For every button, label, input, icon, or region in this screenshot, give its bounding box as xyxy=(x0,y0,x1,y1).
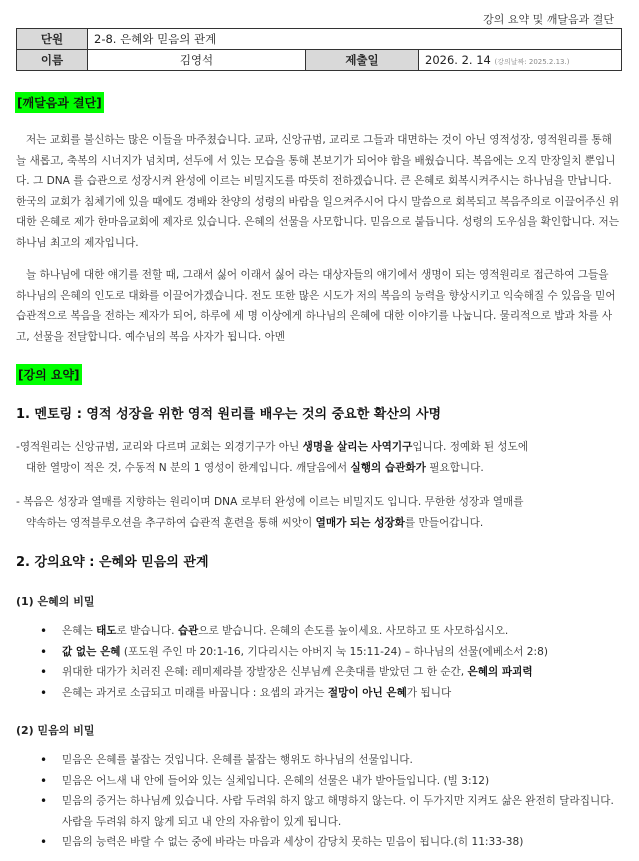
list-item xyxy=(40,642,622,663)
bullet-icon: • xyxy=(40,644,48,659)
subheading-grace: (1) 은혜의 비밀 xyxy=(16,595,95,608)
text-segment: 가 됩니다 xyxy=(406,686,452,699)
text-segment: -영적원리는 신앙규범, 교리와 다르며 교회는 외경기구가 아닌 xyxy=(16,441,303,453)
text-segment: 으로 받습니다. 은혜의 손도를 높이세요. 사모하고 또 사모하십시오. xyxy=(198,625,509,637)
text-segment: 약속하는 영적블루오션을 추구하여 습관적 훈련을 통해 씨앗이 xyxy=(26,516,316,529)
bullet-icon: • xyxy=(40,835,48,849)
emphasis: 태도 xyxy=(96,625,117,637)
text-segment: 로 받습니다. xyxy=(116,625,178,637)
text-segment: 믿음은 은혜를 붙잡는 것입니다. 은혜를 붙잡는 행위도 하나님의 선물입니다. xyxy=(62,754,413,766)
list-item xyxy=(40,771,622,792)
unit-value: 2-8. 은혜와 믿음의 관계 xyxy=(88,29,622,50)
date-label: 제출일 xyxy=(306,50,419,71)
text-segment: 를 만들어갑니다. xyxy=(404,516,484,529)
reflection-paragraph-2: 늘 하나님에 대한 얘기를 전할 때, 그래서 싫어 이래서 싫어 라는 대상자들의 얘기에서 생명이 되는 영적원리로 접근하여 그들을 하나님의 은혜의 인도로 대화를 이끌어가겠습니다. 전도 또한 많은 시도가 저의 복음의 능력을 향상시키고 익숙해질 수 있음을 믿어 습관적으로 복음을 전하는 제자가 되어, 하루에 세 명 이상에게 하나님의 은혜에 대한 이야기를 나눕니다. 물리적으로 밥과 차를 사고, 선물을 전달합니다. 예수님의 복음 사자가 됩니다. 아멘 xyxy=(16,269,616,343)
text-segment: (포도원 주인 마 20:1-16, 기다리시는 아버지 눅 15:11-24) – 하나님의 선물(에베소서 2:8) xyxy=(120,645,548,658)
unit-label: 단원 xyxy=(17,29,88,50)
text-segment: - 복음은 성장과 열매를 지향하는 원리이며 DNA 로부터 완성에 이르는 비밀지도 입니다. 무한한 성장과 열매를 xyxy=(16,496,524,508)
list-item xyxy=(40,621,622,642)
info-table xyxy=(16,28,622,71)
text-segment: 은혜는 과거로 소급되고 미래를 바꿉니다 : 요셉의 과거는 xyxy=(62,686,328,699)
emphasis: 열매가 되는 성장화 xyxy=(315,516,405,529)
list-item xyxy=(40,662,622,683)
bullet-icon: • xyxy=(40,794,48,808)
text-segment: 믿음의 능력은 바랄 수 없는 중에 바라는 마음과 세상이 감당치 못하는 믿음이 됩니다.(히 11:33-38) xyxy=(62,836,524,848)
header-note: 강의 요약 및 깨달음과 결단 xyxy=(483,13,614,26)
bullet-icon: • xyxy=(40,624,48,638)
text-segment: 대한 열망이 적은 것, 수동적 N 분의 1 영성이 한계입니다. 깨달음에서 xyxy=(26,461,351,474)
text-segment: 은혜는 xyxy=(62,625,97,637)
heading-mentoring: 1. 멘토링 : 영적 성장을 위한 영적 원리를 배우는 것의 중요한 확산의 사명 xyxy=(16,407,442,422)
emphasis: 생명을 살리는 사역기구 xyxy=(302,441,413,453)
reflection-paragraph-1: 저는 교회를 불신하는 많은 이들을 마주쳤습니다. 교파, 신앙규범, 교리로 그들과 대면하는 것이 아닌 영적성장, 영적원리를 통해 늘 새롭고, 축복의 시너지가 넘치며, 선두에 서 있는 모습을 통해 본보기가 되어야 함을 배웠습니다. 복음에는 오직 만장일치 뿐입니다. 그 DNA 를 습관으로 성장시켜 완성에 이르는 비밀지도를 따뜻히 전하겠습니다. 큰 은혜로 회복시켜주시는 하나님을 만납니다. 한국의 교회가 침체기에 있을 때에도 경배와 찬양의 성령의 바람을 일으켜주시어 다시 말씀으로 회복되고 복음주의로 이끌어주신 위대한 은혜로 제가 한마음교회에 제자로 있습니다. 은혜의 선물을 사모합니다. 믿음으로 붙듭니다. 성령의 도우심을 확인합니다. 저는 하나님 최고의 제자입니다. xyxy=(16,134,620,249)
section-tag-summary: [강의 요약] xyxy=(16,364,82,385)
emphasis: 값 없는 은혜 xyxy=(62,645,121,658)
text-segment: 입니다. 정예화 된 성도에 xyxy=(412,441,529,453)
mentoring-point-2 xyxy=(16,492,622,533)
name-label: 이름 xyxy=(17,50,88,71)
emphasis: 절망이 아닌 은혜 xyxy=(327,686,407,699)
subheading-faith: (2) 믿음의 비밀 xyxy=(16,724,95,737)
list-item xyxy=(40,832,622,853)
text-segment: 필요합니다. xyxy=(425,461,484,474)
text-segment: 위대한 대가가 치러진 은혜: 레미제라블 장발장은 신부님께 은촛대를 받았던 그 한 순간, xyxy=(62,666,468,678)
name-value: 김영석 xyxy=(88,50,306,71)
bullet-icon: • xyxy=(40,773,48,788)
bullet-icon: • xyxy=(40,753,48,767)
grace-list xyxy=(40,621,622,703)
bullet-icon: • xyxy=(40,665,48,679)
text-segment: 믿음의 증거는 하나님께 있습니다. 사람 두려워 하지 않고 해명하지 않는다. 이 두가지만 지켜도 삶은 완전히 달라집니다. 사람을 두려워 하지 않게 되고 내 안의 자유함이 있게 됩니다. xyxy=(62,795,614,828)
date-value: 2026. 2. 14 xyxy=(425,53,491,67)
section-tag-reflection: [깨달음과 결단] xyxy=(15,92,104,113)
list-item xyxy=(40,750,622,771)
faith-list xyxy=(40,750,622,853)
date-cell xyxy=(419,50,622,71)
heading-grace-faith: 2. 강의요약 : 은혜와 믿음의 관계 xyxy=(16,555,209,570)
list-item xyxy=(40,683,622,704)
emphasis: 습관 xyxy=(177,625,199,637)
bullet-icon: • xyxy=(40,685,48,700)
text-segment: 믿음은 어느새 내 안에 들어와 있는 실체입니다. 은혜의 선물은 내가 받아들입니다. (빌 3:12) xyxy=(62,774,490,787)
emphasis: 실행의 습관화가 xyxy=(350,461,426,474)
list-item xyxy=(40,791,622,832)
emphasis: 은혜의 파괴력 xyxy=(467,666,533,678)
lecture-date: (강의날짜: 2025.2.13.) xyxy=(494,58,570,66)
mentoring-point-1 xyxy=(16,437,622,478)
